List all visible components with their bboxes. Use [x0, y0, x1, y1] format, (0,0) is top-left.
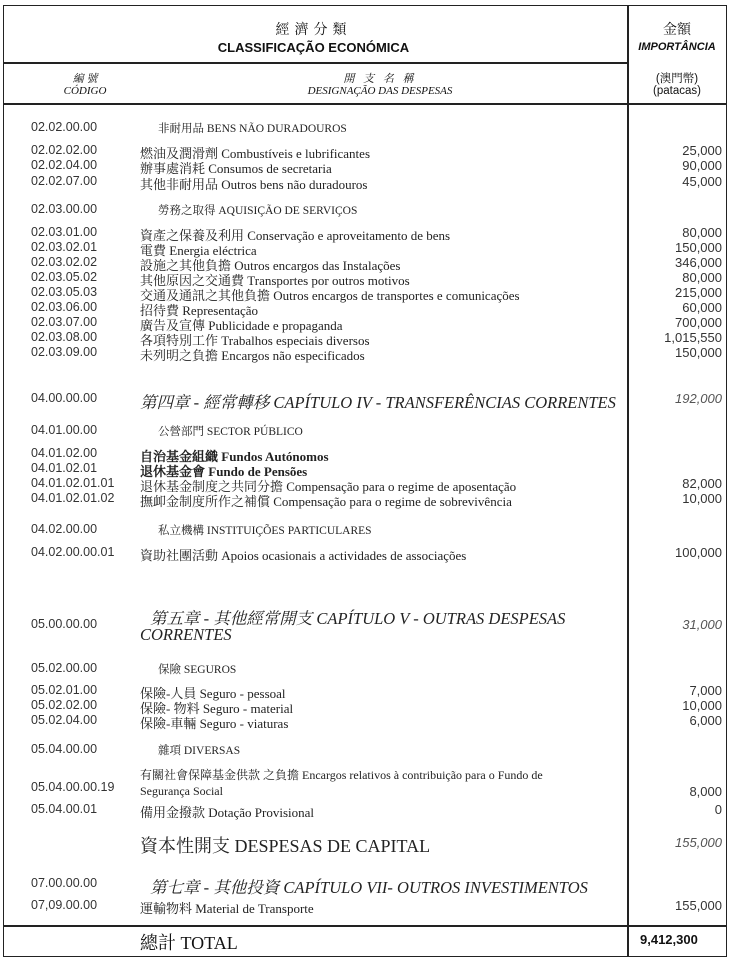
row-description: 其他原因之交通費 Transportes por outros motivos — [140, 273, 410, 288]
row-amount: 700,000 — [675, 315, 722, 330]
row-amount: 100,000 — [675, 545, 722, 560]
row-description: 資產之保養及利用 Conservação e aproveitamento de bens — [140, 228, 451, 243]
amount-header-zh: 金額 — [663, 21, 691, 37]
row-amount: 82,000 — [682, 476, 722, 491]
row-amount: 80,000 — [682, 270, 722, 285]
chapter-title: 第四章 - 經常轉移 CAPÍTULO IV - TRANSFERÊNCIAS CORRENTES — [140, 393, 616, 412]
row-amount: 150,000 — [675, 345, 722, 360]
chapter-title-continued: CORRENTES — [140, 625, 232, 644]
row-description: 保險- 物料 Seguro - material — [140, 701, 294, 716]
row-description: 有關社會保障基金供款 之負擔 Encargos relativos à contribuição para o Fundo de — [140, 768, 543, 782]
row-code: 05.02.02.00 — [31, 698, 98, 712]
row-description: 未列明之負擔 Encargos não especificados — [140, 348, 365, 363]
group-title: 保險 SEGUROS — [158, 664, 237, 676]
total-label: 總計 TOTAL — [140, 933, 238, 953]
group-title: 非耐用品 BENS NÃO DURADOUROS — [158, 123, 347, 135]
row-description: 撫卹金制度所作之補償 Compensação para o regime de sobrevivência — [140, 494, 512, 509]
title-pt: CLASSIFICAÇÃO ECONÓMICA — [217, 40, 410, 55]
title-zh: 經濟分類 — [275, 21, 352, 37]
total-amount: 9,412,300 — [640, 932, 698, 947]
code-header-pt: CÓDIGO — [63, 85, 107, 97]
row-code: 05.02.04.00 — [31, 713, 98, 727]
row-amount: 60,000 — [682, 300, 722, 315]
row-code: 02.03.05.02 — [31, 270, 98, 284]
row-amount: 8,000 — [689, 784, 722, 799]
group-title: 雜項 DIVERSAS — [158, 745, 241, 757]
chapter-amount: 31,000 — [682, 617, 722, 632]
row-amount: 346,000 — [675, 255, 722, 270]
bold-title: 自治基金組織 Fundos Autónomos — [140, 449, 329, 464]
row-code: 02.03.07.00 — [31, 315, 98, 329]
total-divider — [3, 925, 727, 927]
row-code: 02.02.07.00 — [31, 174, 98, 188]
row-code: 04.01.02.01.01 — [31, 476, 115, 490]
chapter-title: 第七章 - 其他投資 CAPÍTULO VII- OUTROS INVESTIMENTOS — [150, 878, 588, 897]
group-title: 勞務之取得 AQUISIÇÃO DE SERVIÇOS — [158, 205, 358, 217]
row-amount: 80,000 — [682, 225, 722, 240]
row-code: 04.01.02.01 — [31, 461, 98, 475]
row-amount: 155,000 — [675, 898, 722, 913]
row-code: 05.04.00.00 — [31, 742, 98, 756]
row-code: 04.01.00.00 — [31, 423, 98, 437]
row-code: 05.02.01.00 — [31, 683, 98, 697]
row-description: 備用金撥款 Dotação Provisional — [140, 805, 315, 820]
capital-title: 資本性開支 DESPESAS DE CAPITAL — [140, 836, 431, 856]
row-code: 05.02.00.00 — [31, 661, 98, 675]
row-description: 保險-車輛 Seguro - viaturas — [140, 716, 289, 731]
row-amount: 90,000 — [682, 158, 722, 173]
row-description: 廣告及宣傳 Publicidade e propaganda — [140, 318, 343, 333]
group-title: 私立機構 INSTITUIÇÕES PARTICULARES — [158, 525, 372, 537]
row-code: 04.01.02.01.02 — [31, 491, 115, 505]
designation-header-zh: 開 支 名 稱 — [343, 73, 417, 85]
header-bottom-divider — [3, 103, 727, 105]
row-amount: 7,000 — [689, 683, 722, 698]
row-amount: 25,000 — [682, 143, 722, 158]
currency-pt: (patacas) — [653, 85, 701, 97]
row-code: 02.03.01.00 — [31, 225, 98, 239]
row-description: 各項特別工作 Trabalhos especiais diversos — [140, 333, 370, 348]
designation-header-pt: DESIGNAÇÃO DAS DESPESAS — [307, 85, 453, 97]
code-header-zh: 編 號 — [72, 73, 98, 85]
bold-title: 退休基金會 Fundo de Pensões — [140, 464, 308, 479]
row-amount: 6,000 — [689, 713, 722, 728]
group-title: 公營部門 SECTOR PÚBLICO — [158, 426, 303, 438]
row-description-continued: Segurança Social — [140, 784, 223, 798]
row-code: 02.02.02.00 — [31, 143, 98, 157]
row-code: 02.03.06.00 — [31, 300, 98, 314]
row-amount: 10,000 — [682, 491, 722, 506]
row-amount: 150,000 — [675, 240, 722, 255]
row-amount: 10,000 — [682, 698, 722, 713]
header-divider — [3, 62, 628, 64]
row-description: 燃油及潤滑劑 Combustíveis e lubrificantes — [140, 146, 371, 161]
row-description: 資助社團活動 Apoios ocasionais a actividades de associações — [140, 548, 467, 563]
chapter-title: 第五章 - 其他經常開支 CAPÍTULO V - OUTRAS DESPESAS — [150, 609, 566, 628]
row-description: 運輸物料 Material de Transporte — [140, 901, 314, 916]
row-code: 02.02.00.00 — [31, 120, 98, 134]
row-description: 交通及通訊之其他負擔 Outros encargos de transportes e comunicações — [140, 288, 520, 303]
row-code: 05.00.00.00 — [31, 617, 98, 631]
column-divider — [627, 5, 629, 956]
row-description: 設施之其他負擔 Outros encargos das Instalações — [140, 258, 401, 273]
row-amount: 45,000 — [682, 174, 722, 189]
row-code: 05.04.00.01 — [31, 802, 98, 816]
row-code: 02.03.08.00 — [31, 330, 98, 344]
row-code: 02.03.02.01 — [31, 240, 98, 254]
row-code: 05.04.00.00.19 — [31, 780, 115, 794]
row-code: 02.03.02.02 — [31, 255, 98, 269]
row-code: 07.00.00.00 — [31, 876, 98, 890]
amount-header-pt: IMPORTÂNCIA — [638, 41, 716, 53]
row-description: 保險-人員 Seguro - pessoal — [140, 686, 286, 701]
row-description: 電費 Energia eléctrica — [140, 243, 257, 258]
row-amount: 0 — [714, 802, 722, 817]
row-code: 07,09.00.00 — [31, 898, 98, 912]
row-code: 04.01.02.00 — [31, 446, 98, 460]
currency-zh: (澳門幣) — [655, 73, 699, 85]
row-amount: 1,015,550 — [664, 330, 722, 345]
row-code: 04.00.00.00 — [31, 391, 98, 405]
row-description: 辦事處消耗 Consumos de secretaria — [140, 161, 332, 176]
row-code: 04.02.00.00 — [31, 522, 98, 536]
row-description: 招待費 Representação — [140, 303, 259, 318]
row-code: 02.03.05.03 — [31, 285, 98, 299]
row-code: 02.03.00.00 — [31, 202, 98, 216]
row-amount: 215,000 — [675, 285, 722, 300]
row-description: 其他非耐用品 Outros bens não duradouros — [140, 177, 368, 192]
row-amount: 192,000 — [675, 391, 722, 406]
row-code: 02.02.04.00 — [31, 158, 98, 172]
row-code: 02.03.09.00 — [31, 345, 98, 359]
row-code: 04.02.00.00.01 — [31, 545, 115, 559]
row-description: 退休基金制度之共同分擔 Compensação para o regime de aposentação — [140, 479, 517, 494]
row-amount: 155,000 — [675, 835, 722, 850]
